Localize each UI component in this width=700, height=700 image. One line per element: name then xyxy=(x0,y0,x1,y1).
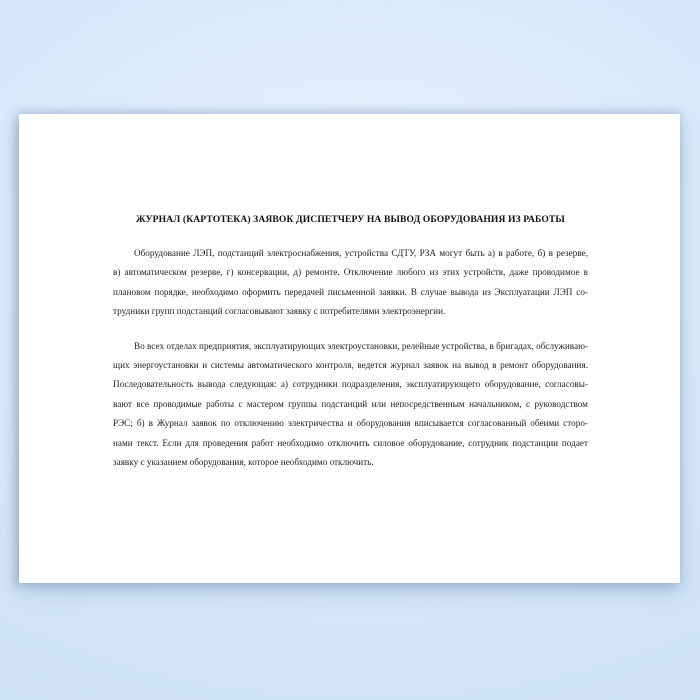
text-line: РЭС; б) в Журнал заявок по отключению электричества и оборудования вписывается согласованный обеими сторо- xyxy=(113,418,588,429)
text-line: Последовательность вывода следующая: а) сотрудники подразделения, эксплуатирующего оборудование, согласовы- xyxy=(113,379,588,390)
text-line: трудники групп подстанций согласовывают заявку с потребителями электроэнергии. xyxy=(113,306,446,317)
text-line: плановом порядке, необходимо оформить передачей письменной заявки. В случае вывода из Эксплуатации ЛЭП со- xyxy=(113,286,588,297)
text-line: вают все проводимые работы с мастером группы подстанций или непосредственным начальником, с руководством xyxy=(113,398,588,409)
text-line: нами текст. Если для проведения работ необходимо отключить силовое оборудование, сотрудник подстанции подает xyxy=(113,437,588,448)
text-line: заявку с указанием оборудования, которое необходимо отключить. xyxy=(113,456,374,467)
text-line: Оборудование ЛЭП, подстанций электроснабжения, устройства СДТУ, РЗА могут быть а) в работе, б) в резерве, xyxy=(134,248,588,258)
document-page xyxy=(19,114,680,583)
document-title: ЖУРНАЛ (КАРТОТЕКА) ЗАЯВОК ДИСПЕТЧЕРУ НА ВЫВОД ОБОРУДОВАНИЯ ИЗ РАБОТЫ xyxy=(136,214,565,225)
paragraph-2 xyxy=(113,337,588,473)
page-content xyxy=(19,114,680,583)
text-line: в) автоматическом резерве, г) консервации, д) ремонте. Отключение любого из этих устройств, даже проводимое в xyxy=(113,267,588,278)
paragraph-1 xyxy=(113,244,588,322)
text-line: щих энергоустановки и системы автоматического контроля, ведется журнал заявок на вывод в ремонт оборудования. xyxy=(113,359,588,370)
text-line: Во всех отделах предприятия, эксплуатирующих электроустановки, релейные устройства, в бригадах, обслуживаю- xyxy=(134,340,588,351)
